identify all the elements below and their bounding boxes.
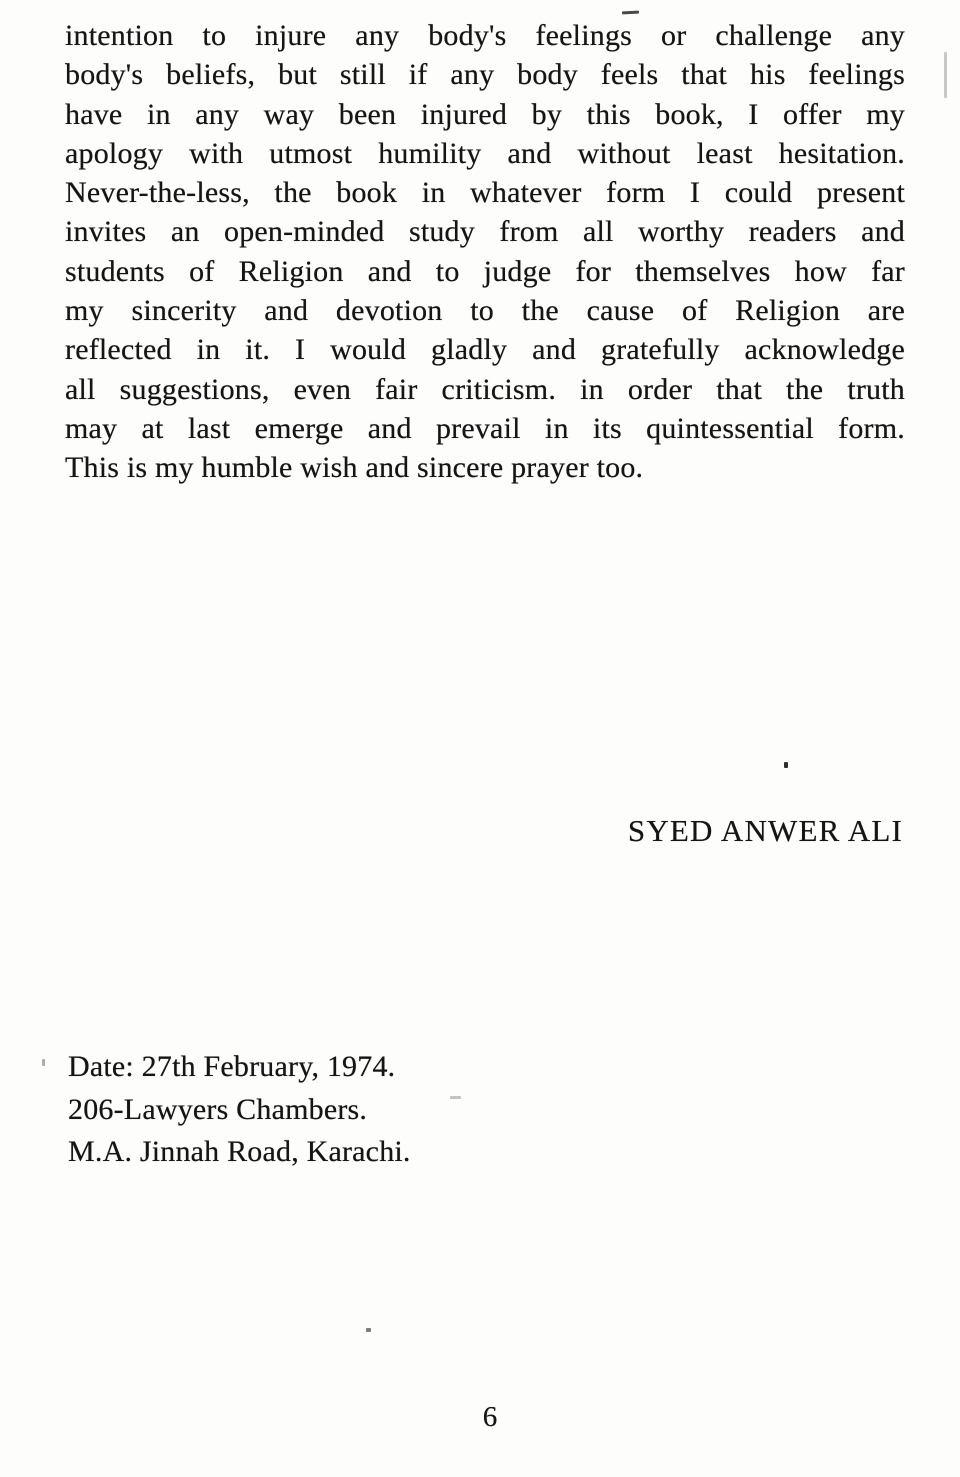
paragraph-line: all suggestions, even fair criticism. in order that the truth: [65, 372, 905, 406]
date-address-block: [68, 1046, 411, 1174]
paragraph-line: intention to injure any body's feelings or challenge any: [65, 19, 905, 52]
author-signature: SYED ANWER ALI: [627, 813, 903, 848]
paragraph-line: my sincerity and devotion to the cause of Religion are: [65, 294, 905, 328]
address-line: M.A. Jinnah Road, Karachi.: [68, 1135, 411, 1168]
paragraph-line: reflected in it. I would gladly and gratefully acknowledge: [65, 333, 905, 367]
paragraph-line: apology with utmost humility and without least hesitation.: [65, 136, 905, 170]
paragraph-line: have in any way been injured by this book, I offer my: [65, 97, 905, 131]
paragraph-line: Never-the-less, the book in whatever form I could present: [65, 176, 905, 210]
preface-paragraph: [65, 16, 905, 488]
scan-artifact-speck: [366, 1328, 371, 1332]
paragraph-line: may at last emerge and prevail in its quintessential form.: [65, 411, 905, 445]
scan-artifact-dash: [622, 11, 639, 15]
date-line: Date: 27th February, 1974.: [68, 1050, 396, 1083]
page-number: 6: [482, 1401, 498, 1433]
scan-artifact-dash: [450, 1096, 461, 1099]
scan-artifact-tick: [42, 1059, 45, 1066]
address-line: 206-Lawyers Chambers.: [68, 1092, 368, 1126]
paragraph-line: body's beliefs, but still if any body feels that his feelings: [65, 58, 905, 92]
scan-artifact-edge-mark: [944, 52, 947, 98]
scan-artifact-speck: [784, 762, 788, 768]
paragraph-line: This is my humble wish and sincere prayer too.: [65, 451, 644, 485]
paragraph-line: students of Religion and to judge for themselves how far: [65, 254, 905, 288]
paragraph-line: invites an open-minded study from all worthy readers and: [65, 215, 905, 249]
